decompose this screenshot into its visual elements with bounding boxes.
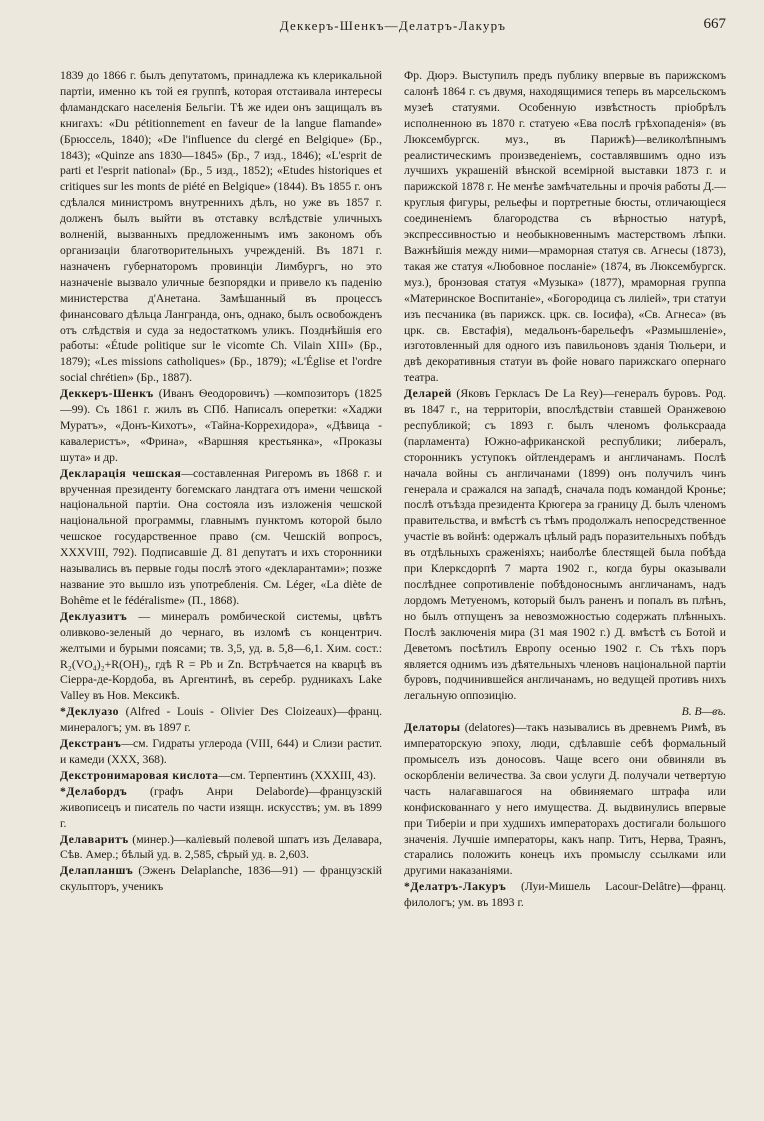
- article-entry: [404, 68, 726, 386]
- entry-headword: *Делабордъ: [60, 784, 128, 798]
- article-entry: [404, 720, 726, 879]
- running-head: Деккеръ-Шенкъ—Делатръ-Лакуръ: [279, 18, 507, 33]
- entry-text: — минералъ ромбической системы, цвѣтъ оливково-зеленый до чернаго, въ изломѣ съ концентрич. желтыми и бурыми поясами; тв. 3,5, уд. в. 5,8—6,1. Хим. сост.: R₂(VO₄)₂+R(OH)₂, гдѣ R = Pb и Zn. Встрѣчается на кварцѣ въ Сіерра-де-Кордоба, въ Аргентинѣ, въ серебр. рудникахъ Lake Valley въ Нов. Мексикѣ.: [60, 609, 382, 703]
- entry-text: (графъ Анри Delaborde)—французскій живописецъ и писатель по части изящн. искусствъ; ум. въ 1899 г.: [60, 784, 382, 830]
- article-entry: [60, 784, 382, 832]
- article-entry: [60, 68, 382, 386]
- entry-text: (минер.)—каліевый полевой шпатъ изъ Делавара, Сѣв. Амер.; бѣлый уд. в. 2,585, сѣрый уд. в. 2,603.: [60, 832, 382, 862]
- entry-text: (Иванъ Ѳеодоровичъ) —композиторъ (1825—99). Съ 1861 г. жилъ въ СПб. Написалъ оперетки: «Хаджи Муратъ», «Донъ-Кихотъ», «Тайна-Коррехидора», «Дѣвица - кавалеристъ», «Фрина», «Варшняя крестьянка», «Проказы шута» и др.: [60, 387, 382, 464]
- entry-text: (Луи-Мишель Lacour-Delâtre)—франц. филологъ; ум. въ 1893 г.: [404, 880, 726, 910]
- entry-text: —см. Гидраты углерода (VIII, 644) и Слизи растит. и камеди (XXX, 368).: [60, 737, 382, 766]
- entry-text: (Яковъ Геркласъ De La Rey)—генералъ буровъ. Род. въ 1847 г., на территоріи, впослѣдствіи ставшей Оранжевою республикой; съ 1893 г. былъ членомъ фольксраада (парламента) Южно-африканской республики; либералъ, сторонникъ уступокъ ойтлендерамъ и англичанамъ. Послѣ начала войны съ англичанами (1899) онъ получилъ чинъ генерала и сражался на западѣ, сначала подъ командой Кронье; послѣ отъѣзда президента Крюгера за границу Д. былъ членомъ правительства, и вмѣстѣ съ тѣмъ продолжалъ непосредственное участіе въ войнѣ: одержалъ цѣлый радъ поразительныхъ побѣдъ въ отдѣльныхъ сраженіяхъ; наиболѣе блестящей была побѣда при Клерксдорпѣ 7 марта 1902 г., когда буры оказывали послѣднее сопротивленіе побѣдоноснымъ англичанамъ, надъ лордомъ Метуеномъ, который былъ раненъ и попалъ въ плѣнъ, но былъ отпущенъ за невозможностью содержать плѣнныхъ. Послѣ заключенія мира (31 мая 1902 г.) Д. вмѣстѣ съ Ботой и Деветомъ посѣтилъ Европу осенью 1902 г. Съ тѣхъ поръ является однимъ изъ дѣятельныхъ членовъ національной партіи буровъ, подчинившейся англичанамъ, но ведущей противъ нихъ легальную оппозицію.: [404, 387, 726, 703]
- article-entry: [60, 863, 382, 895]
- article-entry: [60, 466, 382, 609]
- entry-signature: В. В—въ.: [681, 705, 726, 719]
- left-column: [60, 68, 382, 1103]
- entry-headword: Деларей: [404, 387, 452, 401]
- entry-text: (delatores)—такъ назывались въ древнемъ Римѣ, въ императорскую эпоху, люди, сдѣлавшіе себѣ формальный промыселъ изъ доносовъ. Чаще всего они обвиняли въ оскорбленіи величества. За свои услуги Д. получали четвертую часть налагавшагося на обвиняемаго штрафа или конфискованнаго у него имущества. Д. выдвинулись впервые при Тиберіи и при худшихъ императорахъ достигали большого значенія. Лучшіе императоры, какъ напр. Титъ, Нерва, Траянъ, старались положить конецъ ихъ промыслу ссылками или другими наказаніями.: [404, 721, 726, 878]
- entry-headword: Делаторы: [404, 721, 461, 735]
- article-entry: [404, 386, 726, 720]
- entry-headword: Декстранъ: [60, 737, 122, 751]
- page-header: [60, 12, 726, 40]
- right-column: [404, 68, 726, 1103]
- entry-headword: Делаваритъ: [60, 832, 129, 846]
- entry-headword: Деклуазитъ: [60, 609, 128, 623]
- entry-headword: Декларація чешская: [60, 466, 182, 480]
- entry-headword: Деккеръ-Шенкъ: [60, 387, 154, 401]
- entry-text: Фр. Дюрэ. Выступилъ предъ публику впервые въ парижскомъ салонѣ 1864 г. съ двумя, находящимися теперь въ марсельскомъ музеѣ статуями. Особенную извѣстность пріобрѣлъ исполненною въ 1870 г. статуею «Ева послѣ грѣхопаденія» (въ Люксембургск. муз., въ Парижѣ)—великолѣпнымъ реалистическимъ произведеніемъ, составлявшимъ одно изъ лучшихъ украшеній вѣнской всемірной выставки 1873 г. и парижской 1878 г. Не менѣе замѣчательны и прочія работы Д.—круглыя фигуры, рельефы и портретные бюсты, отличающіеся соединеніемъ благородства съ вѣрностью натурѣ, экспрессивностью и необыкновеннымъ мастерствомъ лѣпки. Важнѣйшія между ними—мраморная статуя св. Агнесы (1873), такая же статуя «Любовное посланіе» (1874, въ Люксембургск. муз.), бронзовая статуя «Музыка» (1877), мраморная группа «Материнское Воспитаніе», «Богородица съ лиліей», три статуи изъ песчаника (въ парижск. црк. св. Іосифа), «Св. Агнеса» (въ црк. св. Евстафія), медальонъ-барельефъ «Размышленіе», изготовленный для одного изъ павильоновъ зданія Тюльери, и двѣ декоративныя статуи въ фойе новаго парижскаго опернаго театра.: [404, 69, 726, 385]
- page-number: 667: [703, 16, 726, 32]
- entry-text: (Эженъ Delaplanche, 1836—91) — французскій скульпторъ, ученикъ: [60, 864, 382, 894]
- article-entry: [60, 386, 382, 466]
- entry-text: —составленная Ригеромъ въ 1868 г. и врученная президенту богемскаго ландтага отъ имени чешской національной партіи. Она состояла изъ изложенія чешской національной программы, главнымъ пунктомъ которой было чешское государственное право (см. Чешскій вопросъ, XXXVIII, 792). Подписавшіе Д. 81 депутатъ и ихъ сторонники назывались въ первые годы послѣ этого «декларантами»; позже название это вышло изъ употребленія. См. Léger, «La diète de Bohême et le fédéralisme» (П., 1868).: [60, 466, 382, 607]
- entry-headword: *Делатръ-Лакуръ: [404, 880, 507, 894]
- entry-headword: Декстронимаровая кислота: [60, 768, 219, 782]
- entry-text: (Alfred - Louis - Olivier Des Cloizeaux)—франц. минералогъ; ум. въ 1897 г.: [60, 705, 382, 735]
- text-columns: [60, 68, 726, 1103]
- article-entry: [60, 609, 382, 704]
- entry-text: 1839 до 1866 г. былъ депутатомъ, принадлежа къ клерикальной партіи, именно къ той ея группѣ, которая отстаивала интересы фламандскаго населенія Бельгіи. Тѣ же идеи онъ защищалъ въ книгахъ: «Du pétitionnement en faveur de la langue flamande» (Брюссель, 1840); «De l'influence du clergé en Belgique» (Бр., 1843); «Quinze ans 1830—1845» (Бр., 7 изд., 1846); «L'esprit de parti et l'esprit national» (Бр., 5 изд., 1852); «Etudes historiques et critiques sur les monts de piété en Belgique» (1844). Въ 1855 г. онъ сдѣлался министромъ внутреннихъ дѣлъ, но уже въ 1857 г. долженъ былъ выйти въ отставку вслѣдствіе уличныхъ волненій, вызванныхъ предложеннымъ имъ закономъ объ организаціи благотворительныхъ учрежденій. Въ 1871 г. назначенъ губернаторомъ провинціи Лимбургъ, но это назначеніе вызвало уличные безпорядки и привело къ паденію министерства д'Анетана. Замѣшанный въ процессъ финансоваго дѣльца Лангранда, онъ, однако, былъ освобожденъ отъ слѣдствія и суда за недостаткомъ уликъ. Позднѣйшія его работы: «Étude politique sur le vicomte Ch. Vilain XIII» (Бр., 1879); «Les missions catholiques» (Бр., 1879); «L'Église et l'ordre social chrétien» (Бр., 1887).: [60, 69, 382, 385]
- article-entry: [60, 736, 382, 768]
- entry-headword: Делапланшъ: [60, 864, 134, 878]
- article-entry: [60, 704, 382, 736]
- entry-text: —см. Терпентинъ (XXXIII, 43).: [218, 768, 376, 782]
- article-entry: [60, 832, 382, 864]
- article-entry: [404, 879, 726, 911]
- article-entry: [60, 768, 382, 784]
- entry-headword: *Деклуазо: [60, 705, 120, 719]
